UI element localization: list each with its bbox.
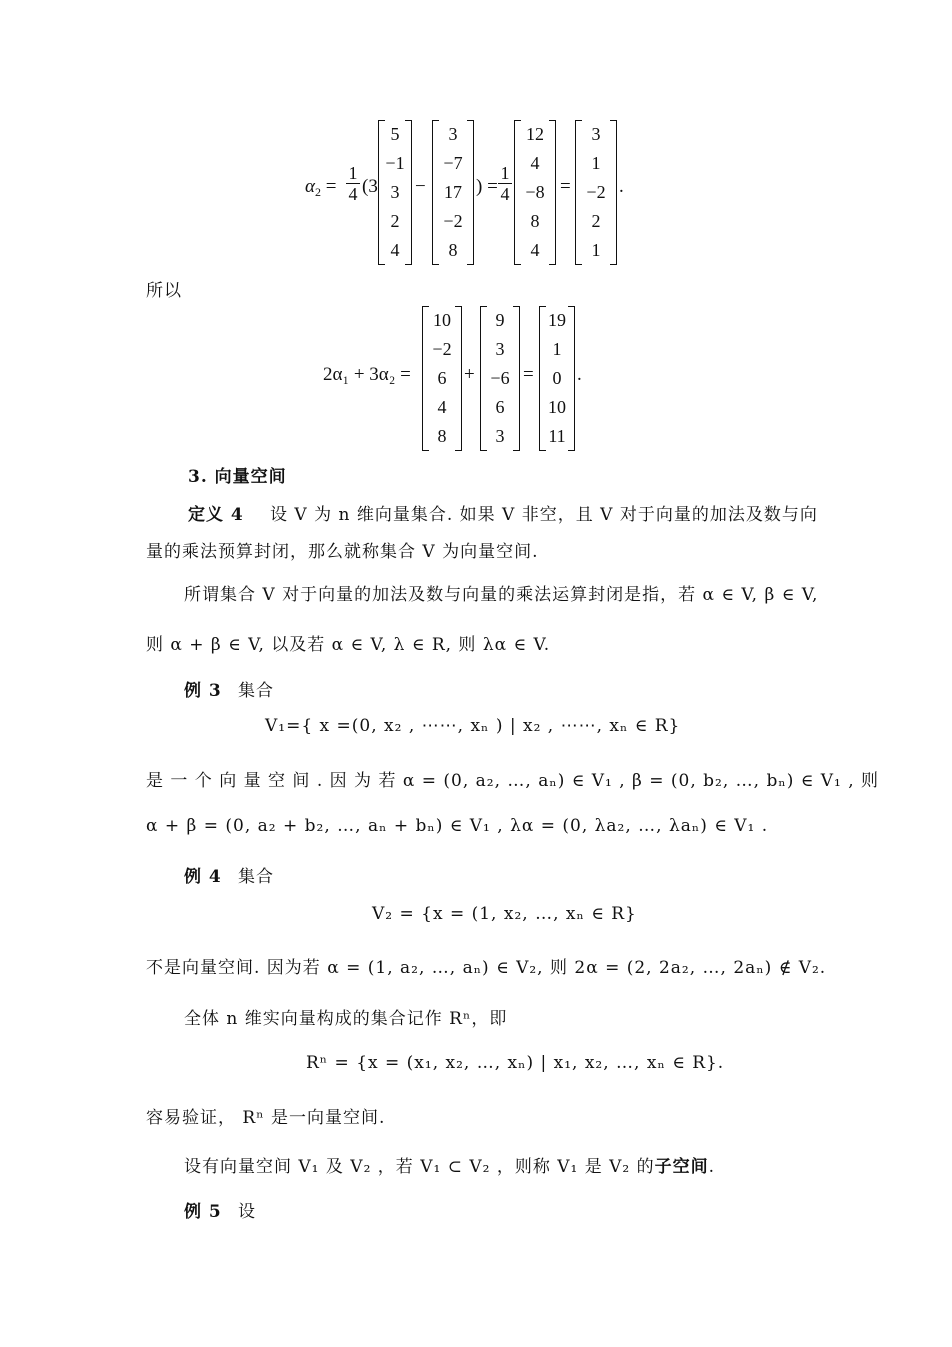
def4-line1: 设 V 为 n 维向量集合. 如果 V 非空，且 V 对于向量的加法及数与向: [270, 505, 818, 525]
eq2-matrix-3: 19 1 0 10 11: [539, 306, 575, 451]
closure-line2: 则 α + β ∈ V, 以及若 α ∈ V, λ ∈ R, 则 λα ∈ V.: [146, 635, 551, 655]
text-suoyi: 所以: [146, 281, 182, 301]
ex5-text: 设: [238, 1202, 256, 1222]
section-heading: 3. 向量空间: [188, 467, 287, 487]
ex4-text: 集合: [238, 867, 274, 887]
eq2-matrix-2: 9 3 −6 6 3: [480, 306, 520, 451]
eq1-paren-open: (3: [362, 176, 378, 197]
ex4-line1: 不是向量空间. 因为若 α = (1, a₂, …, aₙ) ∈ V₂, 则 2α = (2, 2a₂, …, 2aₙ) ∉ V₂.: [146, 958, 827, 978]
eq1-fraction: $\frac{1}{4}$: [346, 163, 360, 204]
ex3-text: 集合: [238, 681, 274, 701]
ex3-set: V₁={ x =(0, x₂ , ⋯⋯, xₙ ) | x₂ , ⋯⋯, xₙ ∈ R}: [265, 716, 681, 736]
eq1-matrix-2: 3 −7 17 −2 8: [432, 120, 474, 265]
eq1-period: .: [619, 176, 624, 197]
eq1-fraction-2: $\frac{1}{4}$: [498, 163, 512, 204]
eq2-period: .: [577, 364, 582, 385]
eq2-plus: +: [464, 364, 475, 385]
eq1-equals: =: [560, 176, 571, 197]
subspace-term: 子空间: [654, 1157, 709, 1177]
eq2-matrix-1: 10 −2 6 4 8: [422, 306, 462, 451]
eq1-minus: −: [415, 176, 426, 197]
ex4-set: V₂ = {x = (1, x₂, …, xₙ ∈ R}: [372, 904, 637, 924]
eq1-lhs: $\alpha_2$ =: [305, 176, 337, 199]
ex3-label: 例 3: [184, 681, 222, 701]
rn-set: Rⁿ = {x = (x₁, x₂, …, xₙ) | x₁, x₂, …, xₙ ∈ R}.: [306, 1053, 725, 1073]
subspace-sentence: 设有向量空间 V₁ 及 V₂ ，若 V₁ ⊂ V₂ ，则称 V₁ 是 V₂ 的子空间.: [184, 1157, 716, 1177]
ex3-line1: 是 一 个 向 量 空 间 . 因 为 若 α = (0, a₂, …, aₙ) ∈ V₁ , β = (0, b₂, …, bₙ) ∈ V₁ , 则: [146, 771, 880, 791]
def4-line2: 量的乘法预算封闭，那么就称集合 V 为向量空间.: [146, 542, 539, 562]
ex4-label: 例 4: [184, 867, 222, 887]
closure-line1: 所谓集合 V 对于向量的加法及数与向量的乘法运算封闭是指，若 α ∈ V, β ∈ V,: [184, 585, 819, 605]
rn-verify: 容易验证， Rⁿ 是一向量空间.: [146, 1108, 386, 1128]
rn-line1: 全体 n 维实向量构成的集合记作 Rⁿ，即: [184, 1009, 508, 1029]
ex5-label: 例 5: [184, 1202, 222, 1222]
eq1-matrix-4: 3 1 −2 2 1: [575, 120, 617, 265]
eq1-matrix-1: 5 −1 3 2 4: [378, 120, 412, 265]
eq1-matrix-3: 12 4 −8 8 4: [514, 120, 556, 265]
eq1-paren-close: ) =: [476, 176, 498, 197]
def4-label: 定义 4: [188, 505, 244, 525]
eq2-lhs: 2α₁ + 3α₂ =: [323, 364, 411, 385]
ex3-line2: α + β = (0, a₂ + b₂, …, aₙ + bₙ) ∈ V₁ , λα = (0, λa₂, …, λaₙ) ∈ V₁ .: [146, 816, 769, 836]
eq2-equals: =: [523, 364, 534, 385]
